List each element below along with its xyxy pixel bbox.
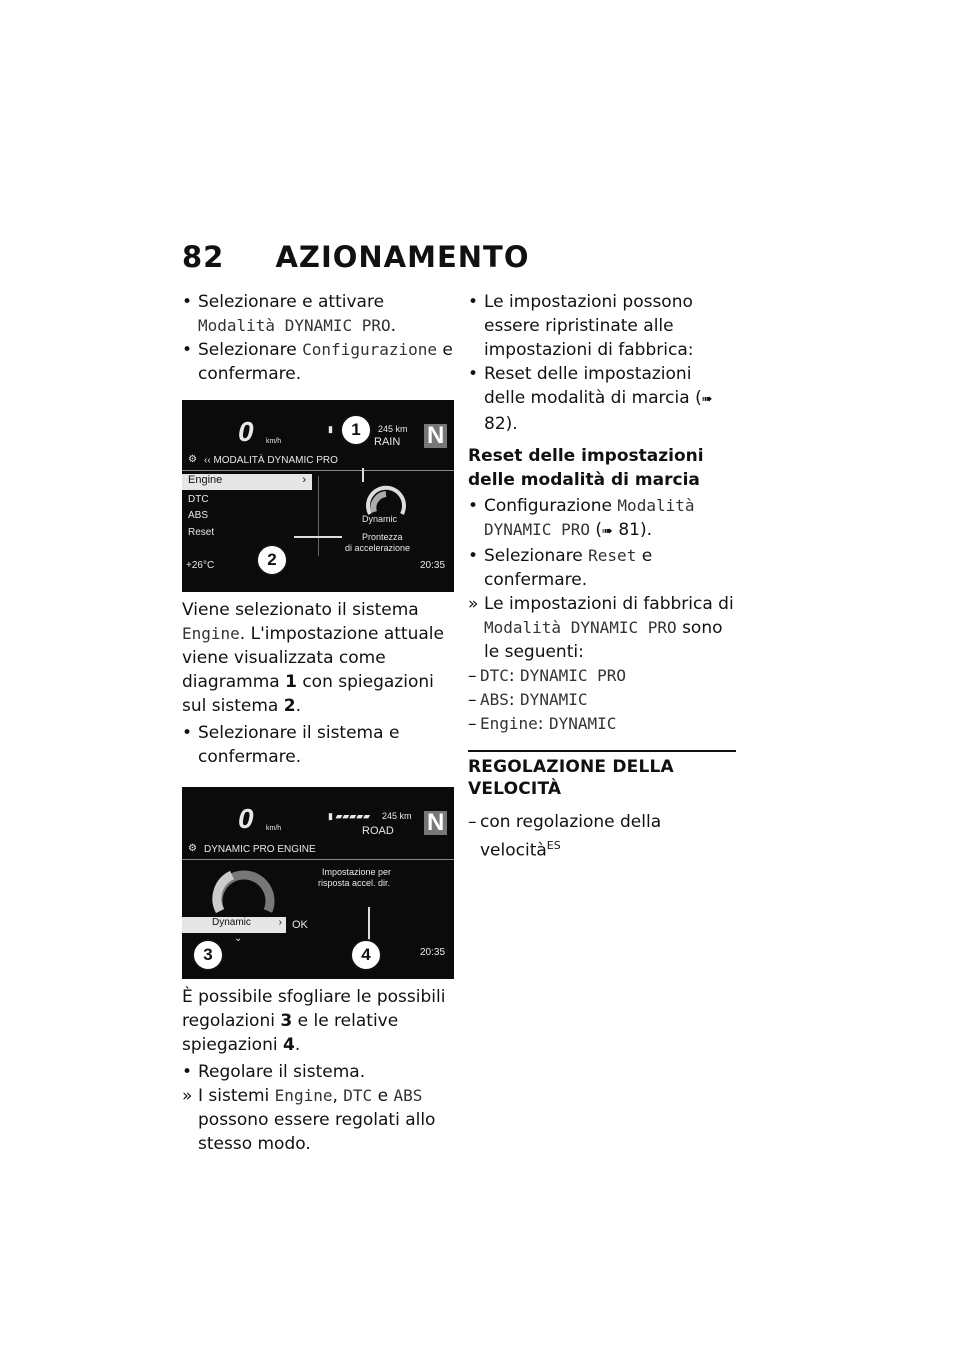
fuel-icon: ▮	[328, 424, 333, 434]
info-line-1: Prontezza	[362, 532, 403, 542]
menu-item-dtc: DTC	[188, 494, 209, 505]
result-same-way: » I sistemi Engine, DTC e ABS possono essere regolati allo stesso modo.	[182, 1084, 454, 1156]
callout-4: 4	[350, 939, 382, 971]
fuel-icon: ▮ ▰▰▰▰▰	[328, 811, 371, 821]
gauge-icon	[212, 863, 276, 915]
paragraph-browse-settings: È possibile sfogliare le possibili regolazioni 3 e le relative spiegazioni 4.	[182, 987, 446, 1055]
breadcrumb: DYNAMIC PRO ENGINE	[204, 844, 316, 855]
paragraph-engine-selected: Viene selezionato il sistema Engine. L'impostazione attuale viene visualizzata come diagramma 1 con spiegazioni sul sistema 2.	[182, 600, 444, 716]
step-adjust-system: • Regolare il sistema.	[182, 1060, 454, 1084]
display-screenshot-engine	[182, 787, 454, 979]
range-readout: 245 km	[378, 424, 408, 434]
gear-indicator: N	[424, 424, 447, 448]
riding-mode: RAIN	[374, 436, 401, 448]
section-divider	[468, 750, 736, 752]
gear-icon: ⚙	[188, 454, 197, 465]
speed-unit: km/h	[266, 438, 282, 445]
menu-item-abs: ABS	[188, 510, 209, 521]
item-speed-regulation: – con regolazione della velocità$^{ES}$	[468, 810, 736, 863]
page-ref-arrow-icon: ➠	[701, 392, 713, 407]
breadcrumb: ‹‹ MODALITÀ DYNAMIC PRO	[204, 455, 338, 466]
callout-3: 3	[192, 939, 224, 971]
callout-1: 1	[340, 414, 372, 446]
clock: 20:35	[420, 560, 446, 571]
callout-2: 2	[256, 544, 288, 576]
menu-item-reset: Reset	[188, 527, 215, 538]
display-screenshot-config	[182, 400, 454, 592]
page-number: 82	[182, 240, 225, 274]
step-select-reset: • Selezionare Reset e confermare.	[468, 544, 736, 592]
menu-item-engine: Engine ›	[182, 474, 312, 490]
step-select-config: • Selezionare Configurazione e confermare.	[182, 338, 454, 386]
page-header	[182, 240, 529, 274]
selector-dynamic: Dynamic ›	[182, 917, 286, 933]
ok-label: OK	[292, 919, 308, 931]
gear-icon: ⚙	[188, 843, 197, 854]
step-activate-mode: • Selezionare e attivare Modalità DYNAMIC PRO.	[182, 290, 454, 338]
default-dtc: – DTC: DYNAMIC PRO	[468, 664, 736, 688]
info-line-2: risposta accel. dir.	[318, 878, 391, 888]
step-select-system: • Selezionare il sistema e confermare.	[182, 721, 454, 769]
chevron-right-icon: ›	[302, 474, 306, 486]
gear-indicator: N	[424, 811, 447, 835]
right-column	[468, 290, 736, 863]
chevron-down-icon: ⌄	[234, 933, 243, 944]
section-title-speed-regulation: REGOLAZIONE DELLA VELOCITÀ	[468, 757, 674, 799]
default-abs: – ABS: DYNAMIC	[468, 688, 736, 712]
chevron-right-icon: ›	[278, 917, 282, 928]
default-engine: – Engine: DYNAMIC	[468, 712, 736, 736]
info-line-2: di accelerazione	[345, 543, 411, 553]
page-title: AZIONAMENTO	[275, 240, 530, 274]
page-ref-arrow-icon: ➠	[602, 524, 613, 539]
result-factory-defaults: » Le impostazioni di fabbrica di Modalità DYNAMIC PRO sono le seguenti:	[468, 592, 736, 664]
gauge-label: Dynamic	[362, 514, 398, 524]
clock: 20:35	[420, 947, 446, 958]
range-readout: 245 km	[382, 811, 412, 821]
riding-mode: ROAD	[362, 825, 394, 837]
speed-readout: 0	[238, 416, 254, 447]
temperature: +26°C	[186, 560, 215, 571]
subheading-reset: Reset delle impostazioni delle modalità di marcia	[468, 446, 704, 490]
left-column	[182, 290, 454, 1156]
speed-readout: 0	[238, 803, 254, 834]
step-configuration: • Configurazione Modalità DYNAMIC PRO (➠ 81).	[468, 494, 736, 544]
info-line-1: Impostazione per	[322, 867, 392, 877]
speed-unit: km/h	[266, 825, 282, 832]
step-factory-reset-intro: • Le impostazioni possono essere ripristinate alle impostazioni di fabbrica:	[468, 290, 736, 362]
step-reset-modes: • Reset delle impostazioni delle modalità di marcia (➠ 82).	[468, 362, 736, 436]
